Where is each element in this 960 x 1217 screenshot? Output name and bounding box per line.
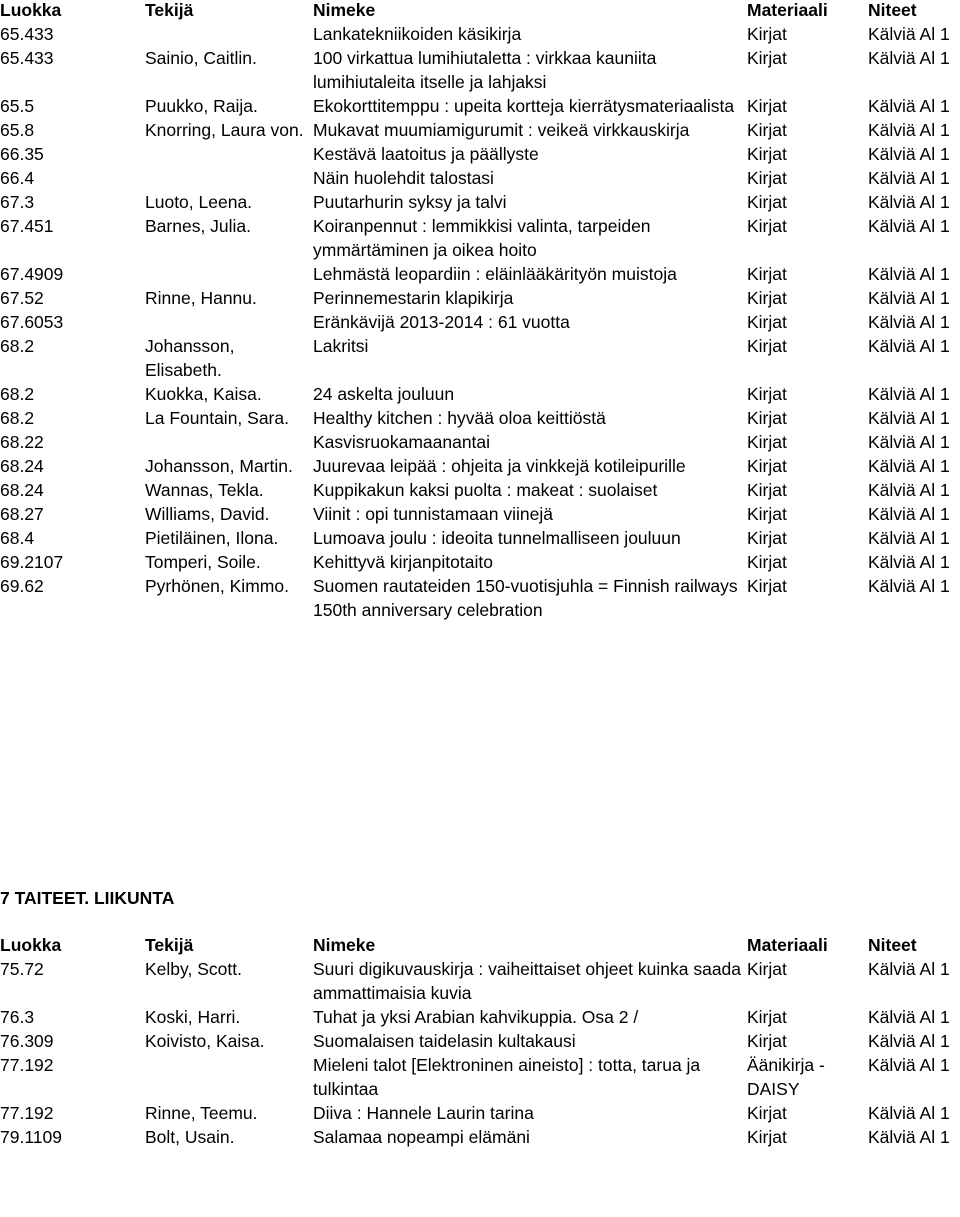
table-row (0, 382, 960, 406)
classification-cell: 66.4 (0, 168, 35, 188)
author-cell: Williams, David. (145, 504, 270, 524)
classification-cell: 68.24 (0, 456, 44, 476)
author-cell: Koivisto, Kaisa. (145, 1031, 265, 1051)
title-cell: Lehmästä leopardiin : eläinlääkärityön muistoja (313, 264, 677, 284)
material-cell: Kirjat (747, 528, 787, 548)
catalog-rows-1 (0, 22, 960, 622)
classification-cell: 76.3 (0, 1007, 35, 1027)
title-cell: Puutarhurin syksy ja talvi (313, 192, 507, 212)
table-row (0, 1053, 960, 1101)
material-cell: Kirjat (747, 192, 787, 212)
holdings-cell: Kälviä Al 1 (868, 1031, 950, 1051)
holdings-cell: Kälviä Al 1 (868, 312, 950, 332)
table-row (0, 957, 960, 1005)
header-author: Tekijä (145, 935, 194, 955)
author-cell (145, 262, 313, 286)
holdings-cell: Kälviä Al 1 (868, 504, 950, 524)
author-cell: Kelby, Scott. (145, 959, 242, 979)
classification-cell: 65.433 (0, 24, 54, 44)
holdings-cell: Kälviä Al 1 (868, 384, 950, 404)
table-row (0, 1101, 960, 1125)
holdings-cell: Kälviä Al 1 (868, 288, 950, 308)
table-row (0, 406, 960, 430)
holdings-cell: Kälviä Al 1 (868, 576, 950, 596)
author-cell (145, 22, 313, 46)
title-cell: Näin huolehdit talostasi (313, 168, 494, 188)
holdings-cell: Kälviä Al 1 (868, 1127, 950, 1147)
table-row (0, 526, 960, 550)
title-cell: Lumoava joulu : ideoita tunnelmalliseen jouluun (313, 528, 681, 548)
material-cell: Kirjat (747, 504, 787, 524)
material-cell: Kirjat (747, 432, 787, 452)
classification-cell: 67.4909 (0, 264, 64, 284)
header-material: Materiaali (747, 935, 828, 955)
holdings-cell: Kälviä Al 1 (868, 1055, 950, 1075)
header-title: Nimeke (313, 935, 376, 955)
table-row (0, 334, 960, 382)
holdings-cell: Kälviä Al 1 (868, 456, 950, 476)
header-notes: Niteet (868, 0, 917, 20)
holdings-cell: Kälviä Al 1 (868, 552, 950, 572)
title-cell: Mieleni talot [Elektroninen aineisto] : totta, tarua ja tulkintaa (313, 1055, 701, 1099)
material-cell: Kirjat (747, 1007, 787, 1027)
author-cell: Wannas, Tekla. (145, 480, 264, 500)
table-row (0, 1029, 960, 1053)
classification-cell: 68.4 (0, 528, 35, 548)
author-cell: Luoto, Leena. (145, 192, 253, 212)
material-cell: Kirjat (747, 312, 787, 332)
title-cell: Kasvisruokamaanantai (313, 432, 491, 452)
holdings-cell: Kälviä Al 1 (868, 528, 950, 548)
table-row (0, 502, 960, 526)
material-cell: Kirjat (747, 959, 787, 979)
author-cell: Rinne, Hannu. (145, 288, 257, 308)
classification-cell: 69.62 (0, 576, 44, 596)
table-row (0, 262, 960, 286)
title-cell: Suuri digikuvauskirja : vaiheittaiset ohjeet kuinka saada ammattimaisia kuvia (313, 959, 742, 1003)
title-cell: Koiranpennut : lemmikkisi valinta, tarpeiden ymmärtäminen ja oikea hoito (313, 216, 651, 260)
author-cell (145, 430, 313, 454)
author-cell: Puukko, Raija. (145, 96, 258, 116)
author-cell (145, 310, 313, 334)
table-row (0, 118, 960, 142)
header-author: Tekijä (145, 0, 194, 20)
holdings-cell: Kälviä Al 1 (868, 1007, 950, 1027)
header-class: Luokka (0, 0, 62, 20)
classification-cell: 77.192 (0, 1103, 54, 1123)
classification-cell: 66.35 (0, 144, 44, 164)
table-row (0, 430, 960, 454)
table-header-row (0, 0, 960, 22)
title-cell: Kuppikakun kaksi puolta : makeat : suolaiset (313, 480, 658, 500)
holdings-cell: Kälviä Al 1 (868, 264, 950, 284)
title-cell: Diiva : Hannele Laurin tarina (313, 1103, 534, 1123)
author-cell: Barnes, Julia. (145, 216, 252, 236)
classification-cell: 68.2 (0, 336, 35, 356)
material-cell: Kirjat (747, 168, 787, 188)
classification-cell: 75.72 (0, 959, 44, 979)
title-cell: Suomen rautateiden 150-vuotisjuhla = Finnish railways 150th anniversary celebration (313, 576, 738, 620)
material-cell: Kirjat (747, 552, 787, 572)
table-row (0, 550, 960, 574)
title-cell: Healthy kitchen : hyvää oloa keittiöstä (313, 408, 606, 428)
catalog-rows-2 (0, 957, 960, 1149)
title-cell: Ekokorttitemppu : upeita kortteja kierrätysmateriaalista (313, 96, 735, 116)
material-cell: Kirjat (747, 1127, 787, 1147)
classification-cell: 68.22 (0, 432, 44, 452)
header-title: Nimeke (313, 0, 376, 20)
classification-cell: 65.5 (0, 96, 35, 116)
title-cell: Kehittyvä kirjanpitotaito (313, 552, 493, 572)
author-cell: Johansson, Elisabeth. (145, 336, 235, 380)
title-cell: Tuhat ja yksi Arabian kahvikuppia. Osa 2 / (313, 1007, 639, 1027)
author-cell: Bolt, Usain. (145, 1127, 235, 1147)
author-cell: Sainio, Caitlin. (145, 48, 257, 68)
table-row (0, 286, 960, 310)
table-row (0, 142, 960, 166)
material-cell: Kirjat (747, 96, 787, 116)
table-row (0, 190, 960, 214)
classification-cell: 67.3 (0, 192, 35, 212)
catalog-table-2 (0, 933, 960, 1149)
table-row (0, 1005, 960, 1029)
author-cell: Pietiläinen, Ilona. (145, 528, 279, 548)
title-cell: Lankatekniikoiden käsikirja (313, 24, 522, 44)
classification-cell: 67.451 (0, 216, 54, 236)
holdings-cell: Kälviä Al 1 (868, 192, 950, 212)
material-cell: Kirjat (747, 480, 787, 500)
author-cell (145, 1053, 313, 1101)
author-cell: Pyrhönen, Kimmo. (145, 576, 289, 596)
author-cell: Rinne, Teemu. (145, 1103, 258, 1123)
holdings-cell: Kälviä Al 1 (868, 216, 950, 236)
header-material: Materiaali (747, 0, 828, 20)
classification-cell: 65.8 (0, 120, 35, 140)
holdings-cell: Kälviä Al 1 (868, 1103, 950, 1123)
classification-cell: 68.2 (0, 384, 35, 404)
holdings-cell: Kälviä Al 1 (868, 96, 950, 116)
title-cell: Eränkävijä 2013-2014 : 61 vuotta (313, 312, 570, 332)
material-cell: Kirjat (747, 336, 787, 356)
title-cell: Salamaa nopeampi elämäni (313, 1127, 530, 1147)
holdings-cell: Kälviä Al 1 (868, 120, 950, 140)
material-cell: Kirjat (747, 288, 787, 308)
classification-cell: 68.2 (0, 408, 35, 428)
title-cell: Mukavat muumiamigurumit : veikeä virkkauskirja (313, 120, 690, 140)
classification-cell: 69.2107 (0, 552, 64, 572)
table-row (0, 22, 960, 46)
header-class: Luokka (0, 935, 62, 955)
material-cell: Kirjat (747, 48, 787, 68)
title-cell: Lakritsi (313, 336, 369, 356)
material-cell: Kirjat (747, 408, 787, 428)
material-cell: Kirjat (747, 24, 787, 44)
classification-cell: 76.309 (0, 1031, 54, 1051)
author-cell: La Fountain, Sara. (145, 408, 289, 428)
material-cell: Kirjat (747, 456, 787, 476)
author-cell: Johansson, Martin. (145, 456, 293, 476)
classification-cell: 77.192 (0, 1055, 54, 1075)
classification-cell: 79.1109 (0, 1127, 62, 1147)
table-row (0, 94, 960, 118)
author-cell: Knorring, Laura von. (145, 120, 304, 140)
classification-cell: 67.6053 (0, 312, 64, 332)
table-row (0, 214, 960, 262)
classification-cell: 65.433 (0, 48, 54, 68)
author-cell: Kuokka, Kaisa. (145, 384, 262, 404)
material-cell: Äänikirja - DAISY (747, 1055, 825, 1099)
classification-cell: 68.27 (0, 504, 44, 524)
title-cell: Perinnemestarin klapikirja (313, 288, 514, 308)
material-cell: Kirjat (747, 216, 787, 236)
title-cell: Suomalaisen taidelasin kultakausi (313, 1031, 576, 1051)
holdings-cell: Kälviä Al 1 (868, 168, 950, 188)
table-row (0, 46, 960, 94)
material-cell: Kirjat (747, 1031, 787, 1051)
table-row (0, 166, 960, 190)
holdings-cell: Kälviä Al 1 (868, 480, 950, 500)
title-cell: Juurevaa leipää : ohjeita ja vinkkejä kotileipurille (313, 456, 686, 476)
material-cell: Kirjat (747, 144, 787, 164)
material-cell: Kirjat (747, 576, 787, 596)
author-cell (145, 142, 313, 166)
title-cell: Viinit : opi tunnistamaan viinejä (313, 504, 553, 524)
holdings-cell: Kälviä Al 1 (868, 144, 950, 164)
table-row (0, 478, 960, 502)
title-cell: 24 askelta jouluun (313, 384, 455, 404)
header-notes: Niteet (868, 935, 917, 955)
classification-cell: 67.52 (0, 288, 44, 308)
holdings-cell: Kälviä Al 1 (868, 24, 950, 44)
table-row (0, 454, 960, 478)
author-cell (145, 166, 313, 190)
material-cell: Kirjat (747, 384, 787, 404)
section-title: 7 TAITEET. LIIKUNTA (0, 888, 175, 908)
title-cell: 100 virkattua lumihiutaletta : virkkaa kauniita lumihiutaleita itselle ja lahjaksi (313, 48, 657, 92)
table-row (0, 1125, 960, 1149)
table-row (0, 574, 960, 622)
classification-cell: 68.24 (0, 480, 44, 500)
author-cell: Tomperi, Soile. (145, 552, 261, 572)
material-cell: Kirjat (747, 120, 787, 140)
holdings-cell: Kälviä Al 1 (868, 432, 950, 452)
material-cell: Kirjat (747, 264, 787, 284)
table-row (0, 310, 960, 334)
table-header-row (0, 933, 960, 957)
holdings-cell: Kälviä Al 1 (868, 48, 950, 68)
title-cell: Kestävä laatoitus ja päällyste (313, 144, 539, 164)
author-cell: Koski, Harri. (145, 1007, 241, 1027)
holdings-cell: Kälviä Al 1 (868, 336, 950, 356)
holdings-cell: Kälviä Al 1 (868, 408, 950, 428)
holdings-cell: Kälviä Al 1 (868, 959, 950, 979)
material-cell: Kirjat (747, 1103, 787, 1123)
